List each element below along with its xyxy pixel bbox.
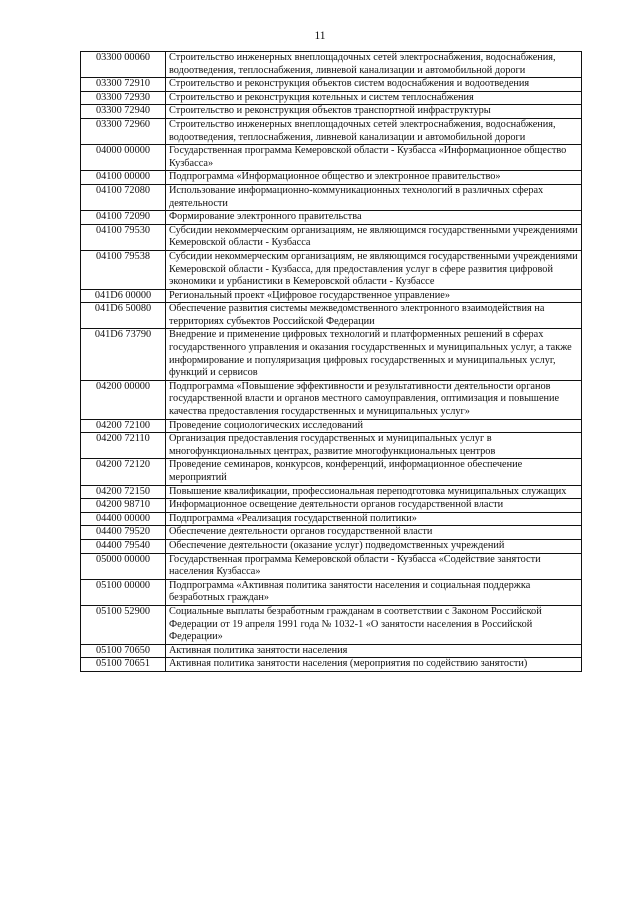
row-code: 04100 72080 <box>81 184 166 210</box>
row-code: 04200 72150 <box>81 485 166 499</box>
table-row <box>81 184 582 210</box>
table-row <box>81 433 582 459</box>
row-code: 04400 79520 <box>81 526 166 540</box>
table-row <box>81 52 582 78</box>
row-name: Строительство инженерных внеплощадочных сетей электроснабжения, водоснабжения, водоотведения, теплоснабжения, ливневой канализации и автомобильной дороги <box>166 52 582 78</box>
row-name: Государственная программа Кемеровской области - Кузбасса «Содействие занятости населения Кузбасса» <box>166 553 582 579</box>
row-name: Повышение квалификации, профессиональная переподготовка муниципальных служащих <box>166 485 582 499</box>
row-name: Строительство и реконструкция котельных и систем теплоснабжения <box>166 91 582 105</box>
row-name: Использование информационно-коммуникационных технологий в различных сферах деятельности <box>166 184 582 210</box>
row-code: 03300 00060 <box>81 52 166 78</box>
table-row <box>81 380 582 419</box>
row-name: Подпрограмма «Реализация государственной политики» <box>166 512 582 526</box>
row-code: 04000 00000 <box>81 145 166 171</box>
table-row <box>81 605 582 644</box>
table-row <box>81 105 582 119</box>
table-row <box>81 499 582 513</box>
row-name: Проведение социологических исследований <box>166 419 582 433</box>
table-row <box>81 579 582 605</box>
table-row <box>81 289 582 303</box>
row-name: Подпрограмма «Повышение эффективности и результативности деятельности органов государственной власти и органов местного самоуправления, оптимизация и повышение качества предоставления государственных и муниципальных услуг» <box>166 380 582 419</box>
row-name: Формирование электронного правительства <box>166 211 582 225</box>
row-code: 03300 72930 <box>81 91 166 105</box>
row-code: 04100 79530 <box>81 224 166 250</box>
row-code: 04200 98710 <box>81 499 166 513</box>
table-row <box>81 459 582 485</box>
row-name: Строительство и реконструкция объектов транспортной инфраструктуры <box>166 105 582 119</box>
row-code: 041D6 00000 <box>81 289 166 303</box>
row-name: Обеспечение деятельности (оказание услуг) подведомственных учреждений <box>166 539 582 553</box>
row-code: 03300 72910 <box>81 78 166 92</box>
row-code: 04100 72090 <box>81 211 166 225</box>
table-row <box>81 539 582 553</box>
table-row <box>81 118 582 144</box>
table-row <box>81 644 582 658</box>
table-row <box>81 171 582 185</box>
row-name: Субсидии некоммерческим организациям, не являющимся государственными учреждениями Кемеровской области - Кузбасса <box>166 224 582 250</box>
row-name: Подпрограмма «Активная политика занятости населения и социальная поддержка безработных граждан» <box>166 579 582 605</box>
row-name: Подпрограмма «Информационное общество и электронное правительство» <box>166 171 582 185</box>
row-name: Субсидии некоммерческим организациям, не являющимся государственными учреждениями Кемеровской области - Кузбасса, для предоставления услуг в сфере развития цифровой экономики и урбанистики в Кемеровской области - Кузбассе <box>166 250 582 289</box>
row-name: Организация предоставления государственных и муниципальных услуг в многофункциональных центрах, развитие многофункциональных центров <box>166 433 582 459</box>
row-code: 03300 72960 <box>81 118 166 144</box>
table-row <box>81 78 582 92</box>
row-code: 05100 52900 <box>81 605 166 644</box>
row-code: 04200 72120 <box>81 459 166 485</box>
table-row <box>81 211 582 225</box>
page-number: 11 <box>314 30 326 42</box>
table-row <box>81 303 582 329</box>
table-row <box>81 485 582 499</box>
row-code: 04100 00000 <box>81 171 166 185</box>
row-code: 04100 79538 <box>81 250 166 289</box>
table-row <box>81 145 582 171</box>
table-row <box>81 91 582 105</box>
row-name: Строительство и реконструкция объектов систем водоснабжения и водоотведения <box>166 78 582 92</box>
table-body <box>81 52 582 672</box>
table-row <box>81 419 582 433</box>
row-code: 041D6 73790 <box>81 329 166 380</box>
table-row <box>81 250 582 289</box>
row-code: 05100 70651 <box>81 658 166 672</box>
row-name: Проведение семинаров, конкурсов, конференций, информационное обеспечение мероприятий <box>166 459 582 485</box>
table-row <box>81 526 582 540</box>
row-code: 05000 00000 <box>81 553 166 579</box>
row-code: 05100 70650 <box>81 644 166 658</box>
table-row <box>81 658 582 672</box>
budget-codes-table <box>80 51 582 672</box>
row-code: 05100 00000 <box>81 579 166 605</box>
row-code: 04200 00000 <box>81 380 166 419</box>
table-row <box>81 224 582 250</box>
row-code: 04200 72110 <box>81 433 166 459</box>
row-name: Информационное освещение деятельности органов государственной власти <box>166 499 582 513</box>
row-code: 04400 00000 <box>81 512 166 526</box>
row-code: 04400 79540 <box>81 539 166 553</box>
table-row <box>81 512 582 526</box>
row-code: 041D6 50080 <box>81 303 166 329</box>
row-code: 03300 72940 <box>81 105 166 119</box>
row-name: Внедрение и применение цифровых технологий и платформенных решений в сферах государственного управления и оказания государственных и муниципальных услуг, а также информирование и популяризация цифровых государственных и муниципальных услуг, функций и сервисов <box>166 329 582 380</box>
row-name: Активная политика занятости населения <box>166 644 582 658</box>
row-name: Региональный проект «Цифровое государственное управление» <box>166 289 582 303</box>
row-name: Строительство инженерных внеплощадочных сетей электроснабжения, водоснабжения, водоотведения, теплоснабжения, ливневой канализации и автомобильной дороги <box>166 118 582 144</box>
row-code: 04200 72100 <box>81 419 166 433</box>
row-name: Обеспечение развития системы межведомственного электронного взаимодействия на территориях субъектов Российской Федерации <box>166 303 582 329</box>
table-row <box>81 329 582 380</box>
row-name: Обеспечение деятельности органов государственной власти <box>166 526 582 540</box>
row-name: Активная политика занятости населения (мероприятия по содействию занятости) <box>166 658 582 672</box>
row-name: Социальные выплаты безработным гражданам в соответствии с Законом Российской Федерации от 19 апреля 1991 года № 1032-1 «О занятости населения в Российской Федерации» <box>166 605 582 644</box>
row-name: Государственная программа Кемеровской области - Кузбасса «Информационное общество Кузбасса» <box>166 145 582 171</box>
table-row <box>81 553 582 579</box>
